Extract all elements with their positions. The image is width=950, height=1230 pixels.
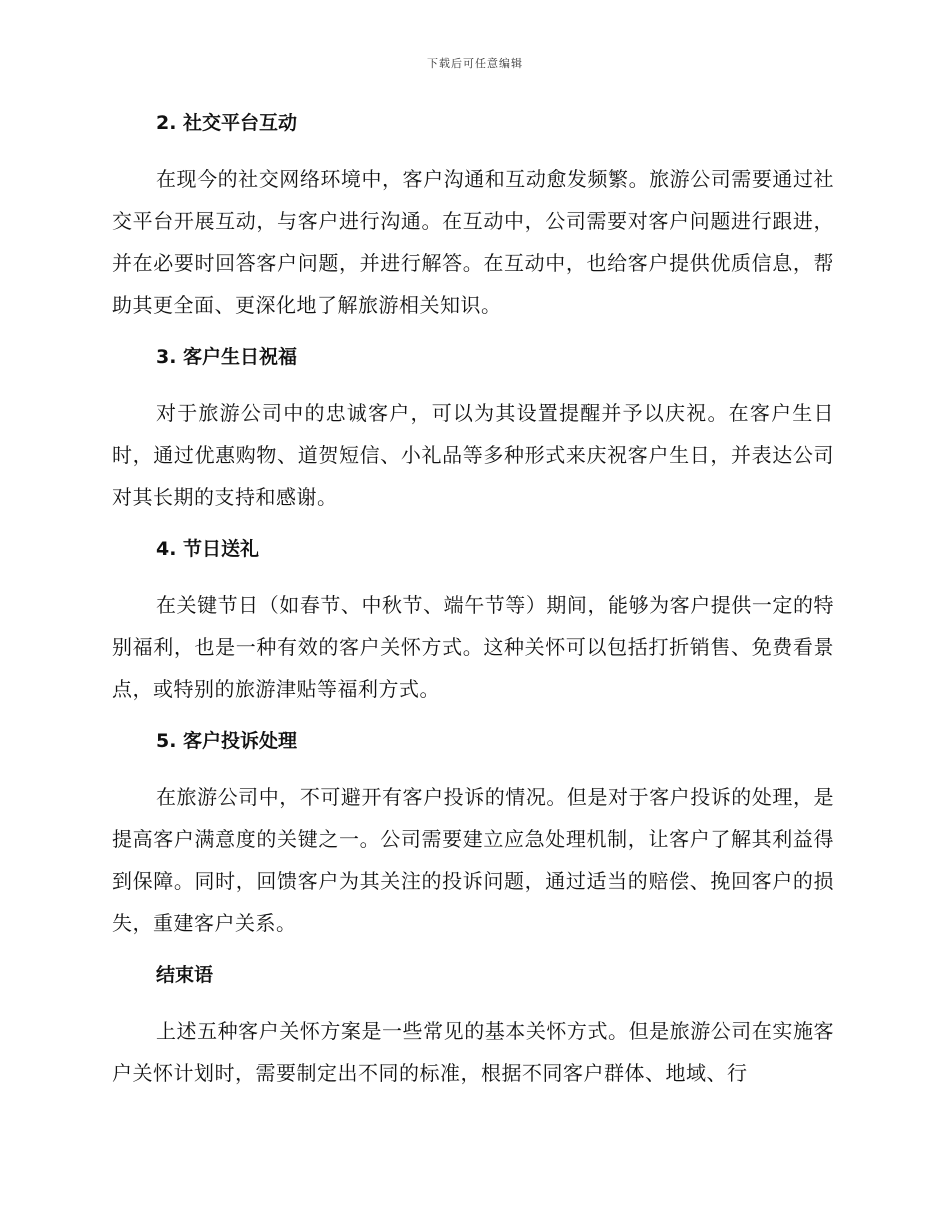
- section-paragraph: 在旅游公司中，不可避开有客户投诉的情况。但是对于客户投诉的处理，是提高客户满意度的关键之一。公司需要建立应急处理机制，让客户了解其利益得到保障。同时，回馈客户为其关注的投诉问题，通过适当的赔偿、挽回客户的损失，重建客户关系。: [112, 785, 834, 935]
- section-heading: 5. 客户投诉处理: [156, 730, 298, 752]
- section-paragraph: 对于旅游公司中的忠诚客户，可以为其设置提醒并予以庆祝。在客户生日时，通过优惠购物、道贺短信、小礼品等多种形式来庆祝客户生日，并表达公司对其长期的支持和感谢。: [112, 401, 834, 509]
- section-holiday-gifts: [112, 534, 834, 726]
- section-paragraph: 上述五种客户关怀方案是一些常见的基本关怀方式。但是旅游公司在实施客户关怀计划时，需要制定出不同的标准，根据不同客户群体、地域、行: [112, 1019, 834, 1085]
- section-birthday-greeting: [112, 342, 834, 534]
- section-conclusion: [112, 960, 834, 1094]
- section-heading: 2. 社交平台互动: [156, 112, 298, 134]
- section-heading: 3. 客户生日祝福: [156, 346, 298, 368]
- section-paragraph: 在现今的社交网络环境中，客户沟通和互动愈发频繁。旅游公司需要通过社交平台开展互动，与客户进行沟通。在互动中，公司需要对客户问题进行跟进，并在必要时回答客户问题，并进行解答。在互动中，也给客户提供优质信息，帮助其更全面、更深化地了解旅游相关知识。: [112, 167, 834, 317]
- page-header-note: 下载后可任意编辑: [427, 57, 523, 70]
- section-complaint-handling: [112, 726, 834, 960]
- document-body: [112, 108, 834, 1094]
- section-heading: 结束语: [156, 964, 214, 986]
- section-social-interaction: [112, 108, 834, 342]
- section-paragraph: 在关键节日（如春节、中秋节、端午节等）期间，能够为客户提供一定的特别福利，也是一种有效的客户关怀方式。这种关怀可以包括打折销售、免费看景点，或特别的旅游津贴等福利方式。: [112, 593, 834, 701]
- section-heading: 4. 节日送礼: [156, 538, 260, 560]
